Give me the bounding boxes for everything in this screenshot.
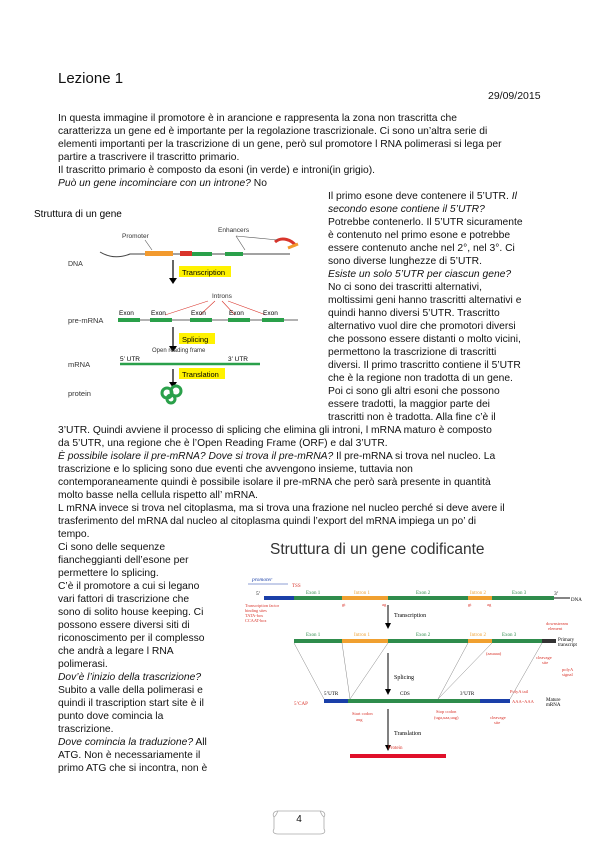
text-line: è contenuto nel primo esone e potrebbe	[328, 230, 511, 241]
exon-label: Exon 3	[502, 633, 517, 638]
text-line: Ci sono delle sequenze	[58, 542, 166, 553]
cap-label: 5’CAP	[294, 702, 308, 707]
exon-block	[118, 318, 140, 322]
aaa-label: AAA~AAA	[512, 699, 534, 704]
text-line: vari fattori di trascrizione che	[58, 594, 190, 605]
exon-block	[192, 252, 212, 256]
gene-structure-figure	[30, 200, 320, 420]
exon-label: Exon 2	[416, 633, 431, 638]
text-line: trascritti non è tradotta. Alla fine c’è il	[328, 412, 496, 423]
transcript-label: transcript	[558, 643, 577, 648]
cleavage-label: cleavage	[490, 715, 506, 720]
text-line: trasferimento del mRNA dal nucleo al citoplasma quindi l’export del mRNA impiega un po’ di	[58, 516, 476, 527]
transcription-label: Transcription	[182, 268, 226, 277]
site-label: site	[542, 660, 549, 665]
exon-block	[388, 596, 468, 600]
intro-line: caratterizza un gene ed è importante per la regolazione trascrizionale. Ci sono un’altra serie di	[58, 126, 488, 137]
page-title: Lezione 1	[58, 70, 124, 87]
protein-label: protein	[68, 389, 91, 398]
exon-block	[294, 639, 342, 643]
gt-label: gt	[342, 602, 346, 607]
text-line: secondo esone contiene il 5’UTR?	[328, 204, 485, 215]
exon-label: Exon 1	[306, 633, 321, 638]
pre-mrna-label: pre-mRNA	[68, 316, 104, 325]
figure-title: Struttura di un gene	[34, 209, 122, 220]
text-line: trascrizione.	[58, 724, 114, 735]
text-line: diversi. Il primo trascritto contiene il 5’UTR	[328, 360, 521, 371]
aauaaa-label: (aauaaa)	[486, 651, 502, 656]
protein-label: Protein	[388, 746, 403, 751]
protein-icon	[162, 386, 181, 403]
promoter-block	[264, 596, 294, 600]
intro-line: In questa immagine il promotore è in arancione e rappresenta la zona non trascritta che	[58, 113, 457, 124]
signal-label: signal	[562, 672, 573, 677]
question-text: Può un gene incominciare con un introne?	[58, 178, 251, 189]
downstream-block	[542, 639, 556, 643]
translation-label: Translation	[394, 731, 422, 737]
text-line: da 5’UTR, una regione che è l’Open Reading Frame (ORF) e dal 3’UTR.	[58, 438, 388, 449]
text-line: polimerasi.	[58, 659, 108, 670]
tss-label: TSS	[292, 584, 301, 589]
intron-label: Intron 2	[470, 633, 486, 638]
text-line: tempo.	[58, 529, 90, 540]
text-line: primo ATG che si incontra, non è	[58, 763, 208, 774]
text-line: moltissimi geni hanno trascritti alternativi e	[328, 295, 522, 306]
cds-label: CDS	[400, 692, 410, 697]
splicing-label: Splicing	[182, 335, 209, 344]
start-codon-label: Start codon	[352, 711, 373, 716]
text-line: Dove comincia la traduzione? All	[58, 737, 207, 748]
intron-label: Intron 2	[470, 591, 486, 596]
text-line: possono essere diversi siti di	[58, 620, 190, 631]
text-line: È possibile isolare il pre-mRNA? Dove si trova il pre-mRNA? Il pre-mRNA si trova nel nucleo. La	[58, 451, 496, 462]
intro-line: Il trascritto primario è composto da esoni (in verde) e introni(in grigio).	[58, 165, 376, 176]
text-line: ATG. Non è necessariamente il	[58, 750, 201, 761]
exon-block	[262, 318, 284, 322]
text-line: essere contenuto anche nel 2°, nel 3°. Ci	[328, 243, 515, 254]
exon-label: Exon	[151, 310, 166, 317]
utr3-label: 3’UTR	[460, 692, 475, 697]
enhancer-mark	[288, 244, 298, 248]
text-line: 3’UTR. Quindi avviene il processo di splicing che elimina gli introni, l mRNA maturo è composto	[58, 425, 492, 436]
text-line: permettere lo splicing.	[58, 568, 159, 579]
site-label: site	[494, 720, 501, 725]
text-line: che possono essere distanti o molto vicini,	[328, 334, 521, 345]
page-number-scroll	[268, 806, 330, 836]
stop-codon-label: Stop codon	[436, 709, 457, 714]
text-line: molto basse nella cellula rispetto all’ mRNA.	[58, 490, 258, 501]
aug-label: aug	[356, 717, 363, 722]
transcription-label: Transcription	[394, 613, 427, 619]
intron-block	[468, 639, 492, 643]
tf-label: binding sites	[245, 608, 267, 613]
text-line: L mRNA invece si trova nel citoplasma, ma si trova una frazione nel nucleo perché si deve avere il	[58, 503, 505, 514]
text-line: riconoscimento per il complesso	[58, 633, 205, 644]
dna-label: DNA	[68, 261, 83, 268]
promoter-label: promoter	[252, 577, 273, 583]
utr5-label: 5’ UTR	[120, 356, 140, 363]
primary-label: Primary	[558, 638, 575, 643]
exon-block	[150, 318, 172, 322]
text-line: alternativo vuol dire che promotori diversi	[328, 321, 516, 332]
intro-line: partire a trascrivere il trascritto primario.	[58, 152, 240, 163]
three-prime-label: 3’	[554, 591, 559, 597]
tf-label: CCAAT-box	[245, 618, 267, 623]
text-line: quindi hanno diversi 5’UTR. Trascritto	[328, 308, 500, 319]
text-line: punto dove comincia la	[58, 711, 164, 722]
text-line: contemporaneamente quindi è possibile isolare il pre-mRNA che però sarà presente in quantità	[58, 477, 491, 488]
exon-label: Exon	[229, 310, 244, 317]
downstream-label: downstream	[546, 621, 568, 626]
text-line: fiancheggianti dell’esone per	[58, 555, 189, 566]
text-line: Subito a valle della polimerasi e	[58, 685, 203, 696]
mrna-label: mRNA	[546, 703, 561, 708]
five-prime-label: 5’	[256, 591, 261, 597]
coding-gene-figure	[240, 535, 585, 795]
mrna-label: mRNA	[68, 360, 91, 369]
exon-label: Exon 1	[306, 591, 321, 596]
exon-label: Exon	[119, 310, 134, 317]
text-line: che andrà a legare l RNA	[58, 646, 174, 657]
text-line: Il primo esone deve contenere il 5’UTR. Il	[328, 191, 517, 202]
dna-label: DNA	[571, 598, 582, 603]
utr3-block	[480, 699, 510, 703]
exon-label: Exon	[263, 310, 278, 317]
protein-bar	[350, 754, 446, 758]
utr5-block	[324, 699, 348, 703]
element-label: element	[548, 626, 563, 631]
intron-block	[468, 596, 492, 600]
polyatail-label: PolyA tail	[510, 689, 529, 694]
utr3-label: 3’ UTR	[228, 356, 248, 363]
text-line: sono diverse lunghezze di 5’UTR.	[328, 256, 482, 267]
text-line: No ci sono dei trascritti alternativi,	[328, 282, 482, 293]
splicing-label: Splicing	[394, 675, 415, 681]
text-line: permettono la trascrizione di trascritti	[328, 347, 497, 358]
text-line: C’è il promotore a cui si legano	[58, 581, 200, 592]
stop-codons-label: (uga,uaa,uag)	[434, 715, 459, 720]
ag-label: ag	[487, 602, 492, 607]
translation-label: Translation	[182, 370, 219, 379]
mature-label: Mature	[546, 698, 561, 703]
exon-label: Exon 2	[416, 591, 431, 596]
text-line: Esiste un solo 5’UTR per ciascun gene?	[328, 269, 512, 280]
intro-line: elementi importanti per la trascrizione di un gene, però sul promotore l RNA polimerasi si lega per	[58, 139, 502, 150]
page-number: 4	[296, 814, 302, 825]
exon-block	[225, 252, 243, 256]
exon-block	[190, 318, 212, 322]
text-line: trascrizione e lo splicing sono due eventi che avvengono insieme, tuttavia non	[58, 464, 413, 475]
answer-text: No	[250, 178, 267, 189]
cleavage-label: cleavage	[536, 655, 552, 660]
polya-label: polyA	[562, 667, 574, 672]
intron-label: Intron 1	[354, 591, 370, 596]
orf-label: Open reading frame	[152, 348, 206, 354]
exon-block	[388, 639, 468, 643]
text-line: essere tradotti, la maggior parte dei	[328, 399, 490, 410]
introns-label: Introns	[212, 293, 232, 300]
tf-label: TATA-box	[245, 613, 264, 618]
question-line	[58, 178, 267, 191]
enhancers-label: Enhancers	[218, 227, 250, 234]
intron-label: Intron 1	[354, 633, 370, 638]
tf-label: Transcription factor	[245, 603, 280, 608]
exon-label: Exon 3	[512, 591, 527, 596]
utr5-label: 5’UTR	[324, 692, 339, 697]
exon-label: Exon	[191, 310, 206, 317]
gt-label: gt	[468, 602, 472, 607]
page-date: 29/09/2015	[488, 90, 541, 102]
text-line: Dov’è l’inizio della trascrizione?	[58, 672, 202, 683]
ag-label: ag	[382, 602, 387, 607]
tss-marker	[180, 251, 192, 256]
promoter-label: Promoter	[122, 233, 149, 240]
promoter-region	[145, 251, 173, 256]
figure-title: Struttura di un gene codificante	[270, 541, 485, 558]
intron-block	[342, 596, 388, 600]
cds-block	[348, 699, 480, 703]
text-line: sono di solito house keeping. Ci	[58, 607, 204, 618]
exon-block	[228, 318, 250, 322]
intron-block	[342, 639, 388, 643]
text-line: Poi ci sono gli altri esoni che possono	[328, 386, 500, 397]
exon-block	[492, 639, 542, 643]
text-line: quindi il trascription start site è il	[58, 698, 204, 709]
text-line: che è la regione non tradotta di un gene.	[328, 373, 513, 384]
exon-block	[492, 596, 554, 600]
text-line: Potrebbe contenerlo. Il 5’UTR sicuramente	[328, 217, 523, 228]
exon-block	[294, 596, 342, 600]
